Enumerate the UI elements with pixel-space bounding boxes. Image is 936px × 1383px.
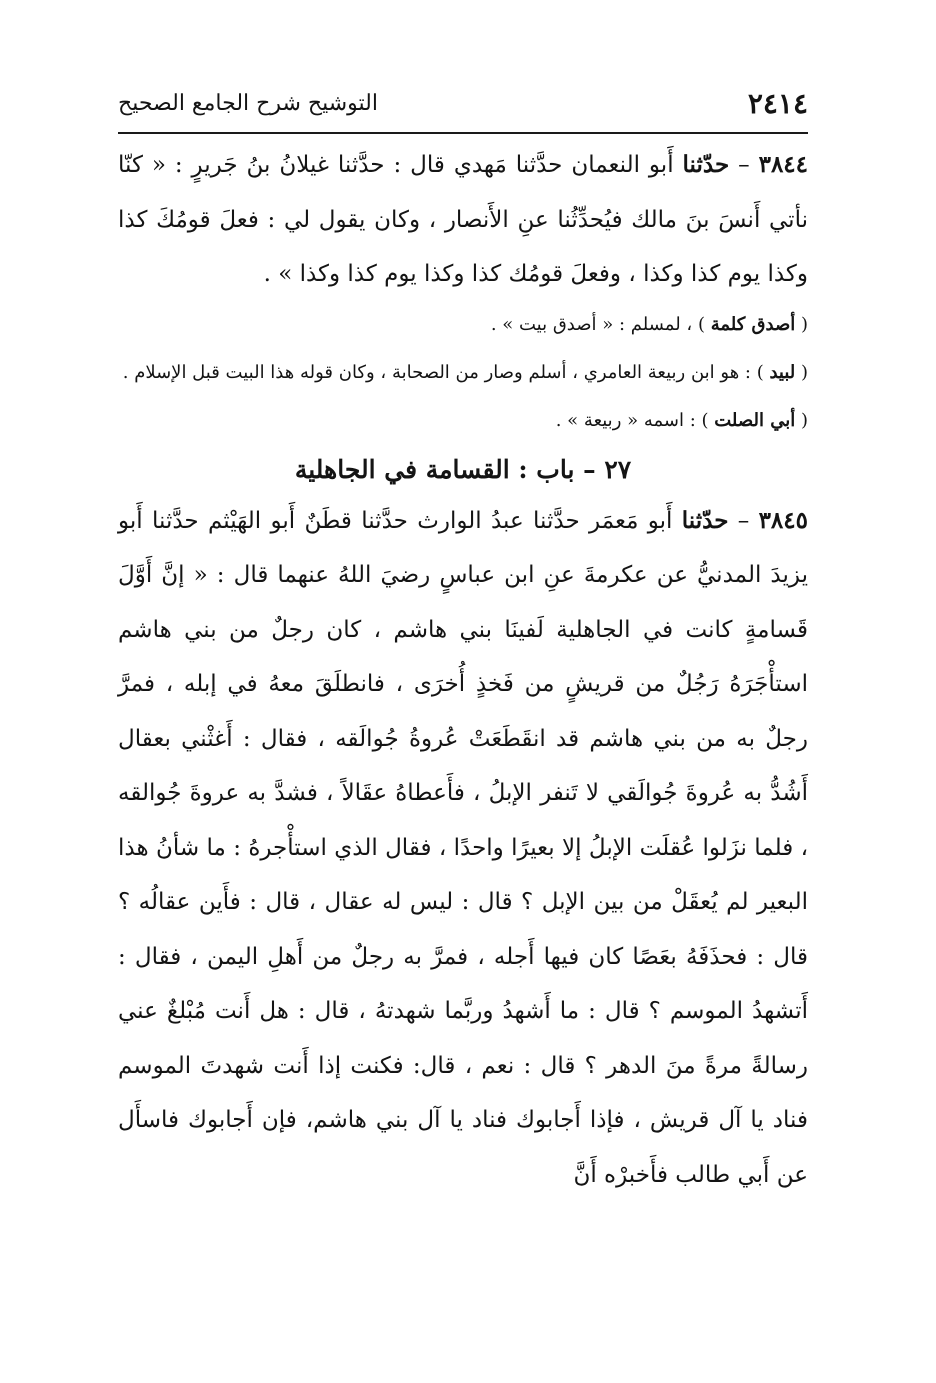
chapter-title: ٢٧ – باب : القسامة في الجاهلية xyxy=(294,454,632,484)
hadith-number: ٣٨٤٤ xyxy=(758,151,809,178)
running-title: التوشيح شرح الجامع الصحيح xyxy=(118,91,378,116)
note-keyword: أبي الصلت xyxy=(714,409,796,431)
note-open-paren: ( xyxy=(795,313,808,335)
note-text: : اسمه « ربيعة » . xyxy=(555,409,702,431)
note-open-paren: ( xyxy=(795,361,808,383)
note-keyword: لبيد xyxy=(769,361,796,383)
commentary-note xyxy=(118,354,808,392)
header-rule xyxy=(118,132,808,134)
hadith-text: أَبو النعمان حدَّثنا مَهدي قال : حدَّثنا غيلانُ بنُ جَريرٍ : « كنّا نأتي أَنسَ بنَ مالك فيُحدِّثُنا عنِ الأَنصار ، وكان يقول لي : فعلَ قومُكَ كذا وكذا يوم كذا وكذا ، وفعلَ قومُك كذا وكذا يوم كذا وكذا » . xyxy=(118,152,808,287)
hadith-3844 xyxy=(118,138,808,302)
commentary-note xyxy=(118,402,808,440)
hadith-3845 xyxy=(118,494,808,1203)
page-number: ٢٤١٤ xyxy=(747,87,808,120)
note-close-paren: ) xyxy=(697,313,711,335)
note-text: : هو ابن ربيعة العامري ، أسلم وصار من الصحابة ، وكان قوله هذا البيت قبل الإسلام . xyxy=(122,361,757,383)
note-close-paren: ) xyxy=(701,409,715,431)
note-keyword: أصدق كلمة xyxy=(710,313,796,335)
page-header xyxy=(118,86,808,122)
hadith-number: ٣٨٤٥ xyxy=(758,506,808,534)
note-close-paren: ) xyxy=(756,361,770,383)
hadith-lead-word: حدّثنا xyxy=(681,506,729,534)
page-body xyxy=(118,138,808,1202)
hadith-separator: – xyxy=(729,152,759,178)
hadith-text: أَبو مَعمَر حدَّثنا عبدُ الوارث حدَّثنا قطَنٌ أَبو الهَيْثم حدَّثنا أَبو يزيدَ المدنيُّ عن عكرمةَ عنِ ابن عباسٍ رضيَ اللهُ عنهما قال : « إنَّ أَوَّلَ قَسامةٍ كانت في الجاهلية لَفينَا بني هاشم ، كان رجلٌ من بني هاشم استأْجَرَهُ رَجُلٌ من قريشٍ من فَخذٍ أُخرَى ، فانطلَقَ معهُ في إبله ، فمرَّ رجلٌ به من بني هاشم قد انقَطَعَتْ عُروةُ جُوالَقه ، فقال : أَغثْني بعقال أَشُدُّ به عُروةَ جُوالَقي لا تَنفر الإبلُ ، فأَعطاهُ عقَالاً ، فشدَّ به عروةَ جُوالقه ، فلما نزَلوا عُقلَت الإبلُ إلا بعيرًا واحدًا ، فقال الذي استأْجرهُ : ما شأنُ هذا البعير لم يُعقَلْ من بين الإبل ؟ قال : ليس له عقال ، قال : فأَين عقالُه ؟ قال : فحذَفَهُ بعَصًا كان فيها أَجله ، فمرَّ به رجلٌ من أَهلِ اليمن ، فقال : أَتشهدُ الموسم ؟ قال : ما أَشهدُ وربَّما شهدتهُ ، قال : هل أَنت مُبْلغٌ عني رسالةً مرةً منَ الدهر ؟ قال : نعم ، قال: فكنت إذا أَنت شهدتَ الموسم فناد يا آل قريش ، فإذا أَجابوك فناد يا آل بني هاشم، فإن أَجابوك فاسأَل عن أَبي طالب فأَخبرْه أَنَّ xyxy=(118,507,809,1188)
note-text: ، لمسلم : « أصدق بيت » . xyxy=(490,313,698,335)
hadith-separator: – xyxy=(728,507,759,534)
commentary-note xyxy=(118,306,808,344)
note-open-paren: ( xyxy=(795,409,808,431)
hadith-lead-word: حدّثنا xyxy=(682,151,730,178)
